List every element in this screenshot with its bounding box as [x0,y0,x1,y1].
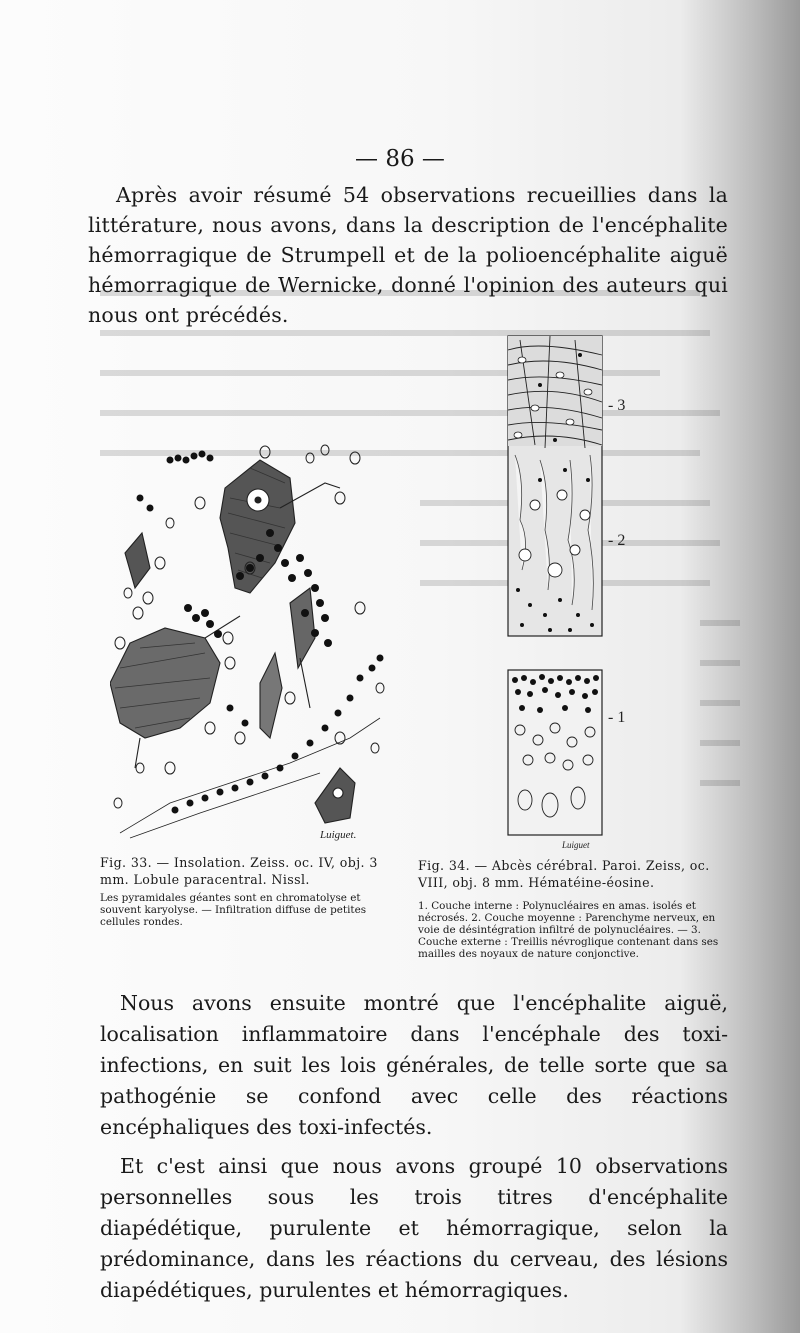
intro-paragraph-text: Après avoir résumé 54 observations recueillies dans la littérature, nous avons, dans la description de l'encéphalite hémorragique de Strumpell et de la polioencéphalite aiguë hémorragique de Wernicke, donné l'opinion des auteurs qui nous ont précédés. [88,183,728,327]
figure-34-drawing [500,330,650,850]
paragraph-2: Nous avons ensuite montré que l'encéphalite aiguë, localisation inflammatoire dans l'encéphale des toxi-infections, en suit les lois générales, de telle sorte que sa pathogénie se confond avec celle des réactions encéphaliques des toxi-infectés. [100,991,728,1139]
figure-34-signature: Luiguet [562,840,590,850]
giant-pyramidal-cell-upper [220,460,295,593]
page-number: — 86 — [355,146,445,172]
pyramidal-cell-left [125,533,150,588]
intro-paragraph [88,180,728,330]
figure-33-signature: Luiguet. [320,829,357,841]
figure-34-caption-title: Fig. 34. — Abcès cérébral. Paroi. Zeiss, oc. VIII, obj. 8 mm. Hématéine-éosine. [418,858,710,890]
figure-33-caption-body: Les pyramidales géantes sont en chromatolyse et souvent karyolyse. — Infiltration diffuse de petites cellules rondes. [100,892,367,928]
layer-label-3: - 3 [608,397,626,414]
figure-33-caption-title: Fig. 33. — Insolation. Zeiss. oc. IV, obj. 3 mm. Lobule paracentral. Nissl. [100,855,378,887]
layer-label-1: - 1 [608,709,626,726]
layer-label-2: - 2 [608,532,626,549]
pyramidal-cell-spindle [260,653,282,738]
figure-34-caption-body: 1. Couche interne : Polynucléaires en amas. isolés et nécrosés. 2. Couche moyenne : Parenchyme nerveux, en voie de désintégration infiltré de polynucléaires. — 3. Couche externe : Treillis névroglique contenant dans ses mailles des noyaux de nature conjonctive. [418,900,719,960]
paragraph-3: Et c'est ainsi que nous avons groupé 10 observations personnelles sous les trois titres d'encéphalite diapédétique, purulente et hémorragique, selon la prédominance, dans les réactions du cerveau, des lésions diapédétiques, purulentes et hémorragiques. [100,1154,728,1302]
pyramidal-cell-mid [290,588,315,668]
figure-33-drawing [110,438,395,848]
section-upper-layers [508,336,602,636]
body-text-bottom [100,988,728,1314]
section-lower-layer [508,670,602,835]
